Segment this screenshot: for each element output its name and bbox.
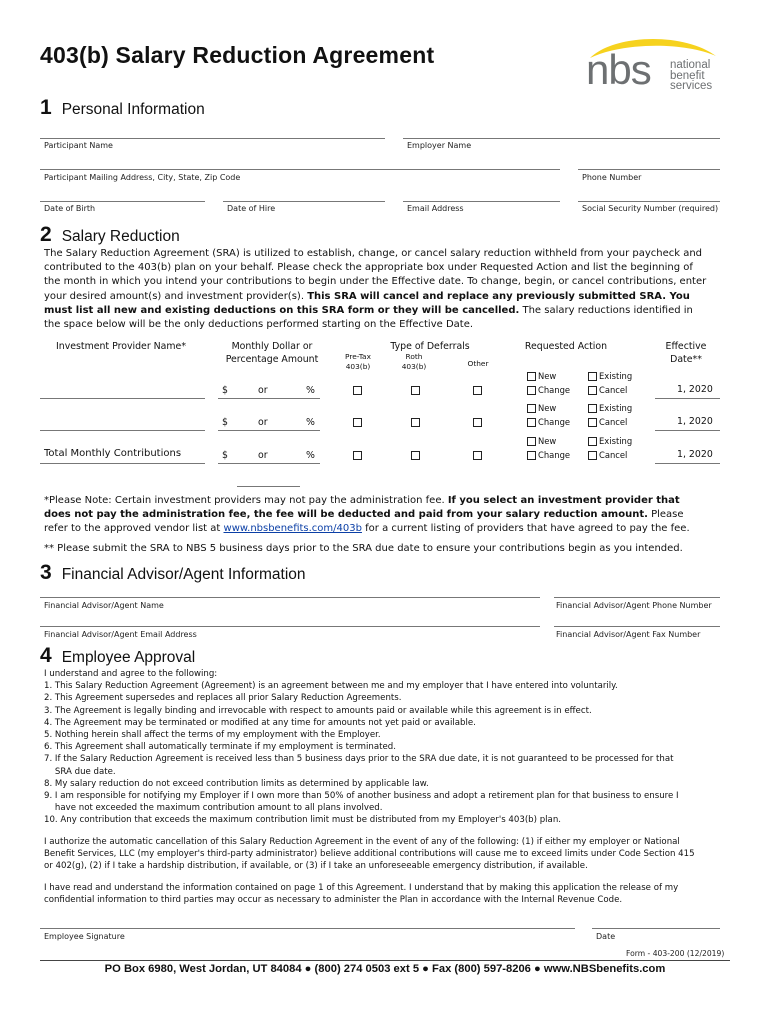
advisor-name-field[interactable] xyxy=(40,597,540,598)
cancel-label: Cancel xyxy=(599,450,628,460)
new-label: New xyxy=(538,371,557,381)
change-label: Change xyxy=(538,450,571,460)
note-text: Please xyxy=(647,509,684,521)
auth-line: I authorize the automatic cancellation of this Salary Reduction Agreement in the event of any of the following: (1) if either my employer or National xyxy=(44,837,680,847)
col-other-header: Other xyxy=(467,359,489,368)
field-label: Email Address xyxy=(407,204,464,213)
change-label: Change xyxy=(538,385,571,395)
date-of-birth-field[interactable] xyxy=(40,201,205,202)
signature-date-field[interactable] xyxy=(592,928,720,929)
field-label: Date of Hire xyxy=(227,204,276,213)
other-checkbox[interactable] xyxy=(473,451,482,460)
ack-line: confidential information to third parties may occur as necessary to administer the Plan in accordance with the Internal Revenue Code. xyxy=(44,895,623,906)
header-line: Effective xyxy=(665,341,707,352)
term-item: 7. If the Salary Reduction Agreement is received less than 5 business days prior to the SRA due date, it is not guaranteed to be processed for that xyxy=(44,754,674,765)
header-line: Percentage Amount xyxy=(225,354,319,365)
auth-line: or 402(g), (2) if I take a hardship distribution, if available, or (3) if I take an unforeseeable emergency distribution, if available. xyxy=(44,861,588,872)
change-checkbox[interactable] xyxy=(527,451,536,460)
header-line: 403(b) xyxy=(345,362,371,371)
header-line: Monthly Dollar or xyxy=(231,341,313,352)
logo-line-national: national xyxy=(670,59,711,71)
col-deferrals-header: Type of Deferrals xyxy=(390,341,470,352)
roth-checkbox[interactable] xyxy=(411,418,420,427)
effective-date: 1, 2020 xyxy=(677,384,713,395)
authorization-paragraph xyxy=(44,836,734,873)
footer-contact: PO Box 6980, West Jordan, UT 84084 ● (800) 274 0503 ext 5 ● Fax (800) 597-8206 ● www.NBSbenefits.com xyxy=(104,963,666,975)
field-label: Financial Advisor/Agent Fax Number xyxy=(556,630,701,639)
change-checkbox[interactable] xyxy=(527,418,536,427)
mailing-address-field[interactable] xyxy=(40,169,560,170)
header-line: 403(b) xyxy=(401,362,427,371)
field-label: Phone Number xyxy=(582,173,642,182)
section-title: Financial Advisor/Agent Information xyxy=(61,566,306,583)
note-text: refer to the approved vendor list at xyxy=(44,523,224,535)
change-label: Change xyxy=(538,417,571,427)
provider-name-field[interactable] xyxy=(40,463,205,464)
existing-label: Existing xyxy=(599,371,633,381)
form-number: Form - 403-200 (12/2019) xyxy=(626,949,725,958)
logo-line-benefit: benefit xyxy=(670,69,705,82)
col-action-header: Requested Action xyxy=(524,341,608,352)
col-amount-header xyxy=(212,340,332,366)
intro-bold: This SRA will cancel and replace any previously submitted SRA. You xyxy=(307,290,690,302)
cancel-checkbox[interactable] xyxy=(588,451,597,460)
field-label: Social Security Number (required) xyxy=(582,204,719,213)
section-number: 1 xyxy=(40,96,52,119)
amount-field[interactable] xyxy=(218,463,320,464)
agreement-terms xyxy=(44,668,734,827)
term-item: 3. The Agreement is legally binding and irrevocable with respect to amounts paid or available while this agreement is in effect. xyxy=(44,705,592,716)
other-checkbox[interactable] xyxy=(473,386,482,395)
provider-fee-note xyxy=(44,494,734,537)
new-checkbox[interactable] xyxy=(527,404,536,413)
or-label: or xyxy=(258,385,268,396)
dollar-sign: $ xyxy=(222,385,228,396)
advisor-fax-field[interactable] xyxy=(554,626,720,627)
cancel-label: Cancel xyxy=(599,385,628,395)
field-label: Date of Birth xyxy=(44,204,96,213)
new-label: New xyxy=(538,403,557,413)
note-bold: does not pay the administration fee, the fee will be deducted and paid from your salary reduction amount. xyxy=(44,509,648,521)
section-number: 3 xyxy=(40,561,52,584)
field-label: Financial Advisor/Agent Email Address xyxy=(44,630,197,639)
cancel-label: Cancel xyxy=(599,417,628,427)
or-label: or xyxy=(258,417,268,428)
employee-signature-field[interactable] xyxy=(40,928,575,929)
field-label: Participant Name xyxy=(44,141,113,150)
existing-label: Existing xyxy=(599,403,633,413)
intro-line: the space below will be the only deductions performed starting on the Effective Date. xyxy=(44,319,474,331)
total-contributions-field[interactable] xyxy=(237,486,300,487)
section-number: 2 xyxy=(40,223,52,246)
acknowledgement-paragraph xyxy=(44,882,734,906)
employer-name-field[interactable] xyxy=(403,138,720,139)
term-item: 10. Any contribution that exceeds the maximum contribution limit must be distributed from my Employer's 403(b) plan. xyxy=(44,815,561,826)
term-item: 8. My salary reduction do not exceed contribution limits as determined by applicable law. xyxy=(44,778,429,789)
email-address-field[interactable] xyxy=(403,201,560,202)
date-of-hire-field[interactable] xyxy=(223,201,385,202)
section-2-heading xyxy=(40,223,180,247)
effective-date-field[interactable] xyxy=(655,398,720,399)
section-4-heading xyxy=(40,644,195,668)
ssn-field[interactable] xyxy=(578,201,720,202)
sra-intro xyxy=(44,247,734,332)
logo-mark: nbs xyxy=(586,46,651,93)
dollar-sign: $ xyxy=(222,417,228,428)
section-title: Personal Information xyxy=(61,101,205,118)
roth-checkbox[interactable] xyxy=(411,451,420,460)
header-line: Roth xyxy=(405,352,423,361)
intro-line: your desired amount(s) and investment provider(s). xyxy=(44,290,308,302)
header-line: Pre-Tax xyxy=(345,352,371,361)
section-1-heading xyxy=(40,96,205,120)
effective-date: 1, 2020 xyxy=(677,416,713,427)
submission-note: ** Please submit the SRA to NBS 5 business days prior to the SRA due date to ensure your contributions begin as you intended. xyxy=(44,543,683,554)
new-checkbox[interactable] xyxy=(527,437,536,446)
section-title: Salary Reduction xyxy=(61,228,180,245)
percent-sign: % xyxy=(306,417,315,428)
footer-divider xyxy=(40,960,730,961)
note-text: for a current listing of providers that have agreed to pay the fee. xyxy=(361,523,690,535)
field-label: Date xyxy=(596,932,616,941)
logo-line-services: services xyxy=(670,80,713,92)
provider-name-field[interactable] xyxy=(40,398,205,399)
amount-field[interactable] xyxy=(218,398,320,399)
terms-lead: I understand and agree to the following: xyxy=(44,669,218,679)
vendor-list-link[interactable]: www.nbsbenefits.com/403b xyxy=(223,523,362,535)
intro-line: The Salary Reduction Agreement (SRA) is utilized to establish, change, or cancel salary reduction withheld from your paycheck and xyxy=(44,248,703,259)
percent-sign: % xyxy=(306,450,315,461)
participant-name-field[interactable] xyxy=(40,138,385,139)
term-item: 4. The Agreement may be terminated or modified at any time for amounts not yet paid or available. xyxy=(44,717,476,728)
section-title: Employee Approval xyxy=(61,649,196,666)
section-number: 4 xyxy=(40,644,52,667)
roth-checkbox[interactable] xyxy=(411,386,420,395)
provider-name-field[interactable] xyxy=(40,430,205,431)
auth-line: Benefit Services, LLC (my employer's third-party administrator) believe additional contributions will cause me to exceed limits under Code Section 415 xyxy=(44,849,695,860)
pretax-checkbox[interactable] xyxy=(353,418,362,427)
existing-checkbox[interactable] xyxy=(588,372,597,381)
effective-date: 1, 2020 xyxy=(677,449,713,460)
page-title: 403(b) Salary Reduction Agreement xyxy=(40,42,435,68)
new-checkbox[interactable] xyxy=(527,372,536,381)
cancel-checkbox[interactable] xyxy=(588,418,597,427)
advisor-phone-field[interactable] xyxy=(554,597,720,598)
col-effective-header xyxy=(656,340,716,366)
field-label: Participant Mailing Address, City, State, Zip Code xyxy=(44,173,241,182)
new-label: New xyxy=(538,436,557,446)
cancel-checkbox[interactable] xyxy=(588,386,597,395)
advisor-email-field[interactable] xyxy=(40,626,540,627)
col-pretax-header xyxy=(333,352,383,372)
pretax-checkbox[interactable] xyxy=(353,386,362,395)
section-3-heading xyxy=(40,561,306,585)
term-item: 9. I am responsible for notifying my Employer if I own more than 50% of another business and adopt a retirement plan for that business to ensure I xyxy=(44,791,679,802)
existing-checkbox[interactable] xyxy=(588,404,597,413)
term-item: 5. Nothing herein shall affect the terms of my employment with the Employer. xyxy=(44,730,381,741)
intro-line: contributed to the 403(b) plan on your behalf. Please check the appropriate box under Requested Action and list the beginning of xyxy=(44,262,693,274)
amount-field[interactable] xyxy=(218,430,320,431)
intro-line: the month in which you intend your contributions to begin under the Effective date. To change, begin, or cancel contributions, enter xyxy=(44,276,707,288)
term-item: SRA due date. xyxy=(44,766,116,777)
field-label: Employee Signature xyxy=(44,932,125,941)
intro-bold: must list all new and existing deductions on this SRA form or they will be cancelled. xyxy=(44,304,520,316)
field-label: Financial Advisor/Agent Phone Number xyxy=(556,601,712,610)
existing-checkbox[interactable] xyxy=(588,437,597,446)
change-checkbox[interactable] xyxy=(527,386,536,395)
field-label: Employer Name xyxy=(407,141,472,150)
or-label: or xyxy=(258,450,268,461)
other-checkbox[interactable] xyxy=(473,418,482,427)
term-item: 2. This Agreement supersedes and replaces all prior Salary Reduction Agreements. xyxy=(44,693,402,704)
existing-label: Existing xyxy=(599,436,633,446)
pretax-checkbox[interactable] xyxy=(353,451,362,460)
note-bold: If you select an investment provider that xyxy=(447,495,680,506)
col-provider-header: Investment Provider Name* xyxy=(56,341,187,352)
col-roth-header xyxy=(389,352,439,372)
term-item: 1. This Salary Reduction Agreement (Agreement) is an agreement between me and my employer that I have entered into voluntarily. xyxy=(44,681,618,692)
effective-date-field[interactable] xyxy=(655,463,720,464)
intro-line: The salary reductions identified in xyxy=(519,304,693,316)
nbs-logo xyxy=(584,30,724,96)
note-text: *Please Note: Certain investment providers may not pay the administration fee. xyxy=(44,495,448,506)
effective-date-field[interactable] xyxy=(655,430,720,431)
ack-line: I have read and understand the information contained on page 1 of this Agreement. I understand that by making this application the release of my xyxy=(44,883,679,893)
term-item: 6. This Agreement shall automatically terminate if my employment is terminated. xyxy=(44,742,396,753)
term-item: have not exceeded the maximum contribution amount to all plans involved. xyxy=(44,803,383,814)
percent-sign: % xyxy=(306,385,315,396)
total-contributions-label: Total Monthly Contributions xyxy=(44,448,182,459)
phone-number-field[interactable] xyxy=(578,169,720,170)
dollar-sign: $ xyxy=(222,450,228,461)
header-line: Date** xyxy=(670,354,702,365)
field-label: Financial Advisor/Agent Name xyxy=(44,601,164,610)
